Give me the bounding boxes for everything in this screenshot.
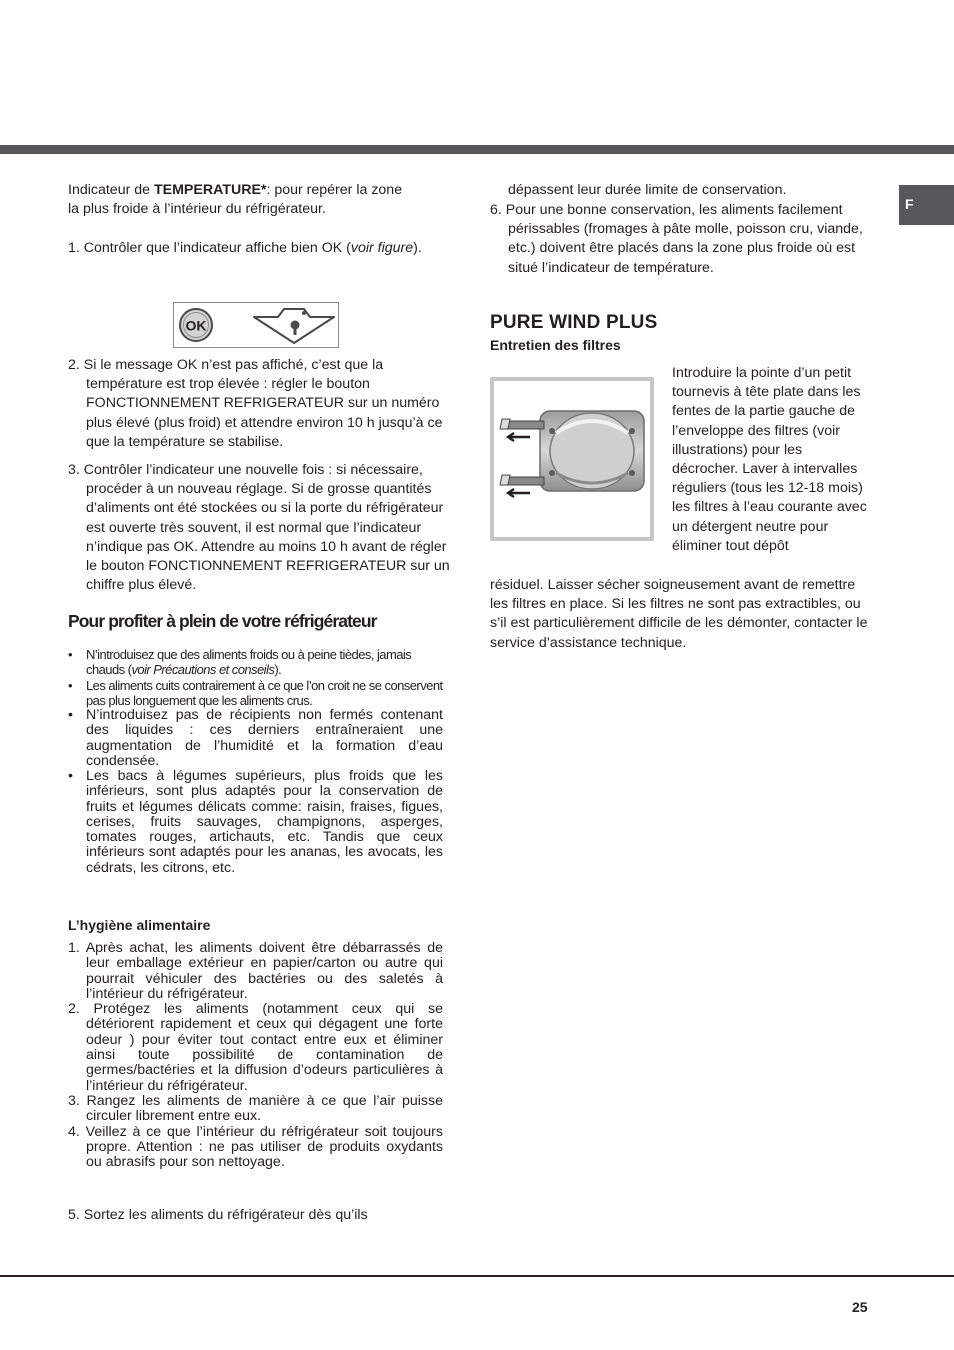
hygiene-heading: L’hygiène alimentaire [68, 917, 211, 933]
list-item: • N’introduisez pas de récipients non fermés contenant des liquides : ces derniers entraîneraient une augmentation de l’humidité et la formation d’eau condensée. [68, 708, 443, 769]
pure-wind-plus-title: PURE WIND PLUS [490, 312, 658, 333]
hygiene-item-5: 5. Sortez les aliments du réfrigérateur dès qu’ils [68, 1207, 368, 1223]
filter-instructions-side: Introduire la pointe d’un petit tournevis à tête plate dans les fentes de la partie gauche de l’enveloppe des filtres (voir illustrations) pour les décrocher. Laver à intervalles réguliers (tous les 12-18 mois) les filtres à l’eau courante avec un détergent neutre pour éliminer tout dépôt [672, 365, 867, 554]
list-item: • N’introduisez que des aliments froids ou à peine tièdes, jamais chauds (voir Précautions et conseils). [68, 647, 443, 678]
ok-indicator-icon [174, 303, 340, 349]
list-item: 3. Rangez les aliments de manière à ce que l’air puisse circuler librement entre eux. [68, 1092, 443, 1125]
temperature-intro: Indicateur de TEMPERATURE*: pour repérer la zone la plus froide à l’intérieur du réfrigérateur. [68, 182, 403, 218]
hygiene-item-6: 6. Pour une bonne conservation, les aliments facilement périssables (fromages à pâte molle, poisson cru, viande, etc.) doivent être placés dans la zone plus froide où est situé l’indicateur de température. [490, 202, 863, 276]
language-tab: F [899, 185, 954, 225]
hygiene-list [68, 941, 443, 1170]
tips-list [68, 647, 443, 876]
list-item: 2. Protégez les aliments (notamment ceux qui se détériorent rapidement et ceux qui dégagent une forte odeur ) pour éviter tout contact entre eux et éliminer ainsi toute possibilité de contamination de germes/bactéries et la diffusion d’odeurs particulières à l’intérieur du réfrigérateur. [68, 1001, 443, 1094]
filter-instructions-full: résiduel. Laisser sécher soigneusement avant de remettre les filtres en place. Si les filtres ne sont pas extractibles, ou s’il est particulièrement difficile de les démonter, contacter le service d’assistance technique. [490, 577, 868, 651]
filter-icon [494, 381, 650, 537]
header-bar [0, 145, 954, 154]
footer-rule [0, 1275, 954, 1277]
step-1: 1. Contrôler que l’indicateur affiche bien OK (voir figure). [68, 240, 422, 256]
list-item: • Les bacs à légumes supérieurs, plus froids que les inférieurs, sont plus adaptés pour la conservation de fruits et légumes délicats comme: raisin, fraises, figues, cerises, fruits sauvages, champignons, asperges, tomates rouges, artichauts, etc. Tandis que ceux inférieurs sont adaptés pour les ananas, les avocats, les cédrats, les citrons, etc. [68, 769, 443, 876]
step-2: 2. Si le message OK n’est pas affiché, c’est que la température est trop élevée : régler le bouton FONCTIONNEMENT REFRIGERATEUR sur un numéro plus élevé (plus froid) et attendre environ 10 h jusqu’à ce que la température se stabilise. [68, 357, 443, 450]
filter-maintenance-subtitle: Entretien des filtres [490, 337, 621, 353]
list-item: • Les aliments cuits contrairement à ce que l’on croit ne se conservent pas plus longuement que les aliments crus. [68, 678, 443, 709]
filter-removal-illustration [490, 377, 654, 541]
step-3: 3. Contrôler l’indicateur une nouvelle fois : si nécessaire, procéder à un nouveau réglage. Si de grosse quantités d’aliments ont été stockées ou si la porte du réfrigérateur est ouverte très souvent, il est normal que l’indicateur n’indique pas OK. Attendre au moins 10 h avant de régler le bouton FONCTIONNEMENT REFRIGERATEUR sur un chiffre plus élevé. [68, 462, 450, 594]
temperature-indicator-figure [173, 302, 339, 348]
hygiene-item-5-continued: dépassent leur durée limite de conservation. [508, 182, 787, 198]
section-heading: Pour profiter à plein de votre réfrigérateur [68, 611, 377, 631]
page-number: 25 [852, 1299, 868, 1315]
list-item: 4. Veillez à ce que l’intérieur du réfrigérateur soit toujours propre. Attention : ne pas utiliser de produits oxydants ou abrasifs pour son nettoyage. [68, 1123, 443, 1171]
svg-text:OK: OK [185, 317, 207, 334]
list-item: 1. Après achat, les aliments doivent être débarrassés de leur emballage extérieur en papier/carton ou autre qui pourrait véhiculer des bactéries ou des saletés à l’intérieur du réfrigérateur. [68, 940, 443, 1002]
